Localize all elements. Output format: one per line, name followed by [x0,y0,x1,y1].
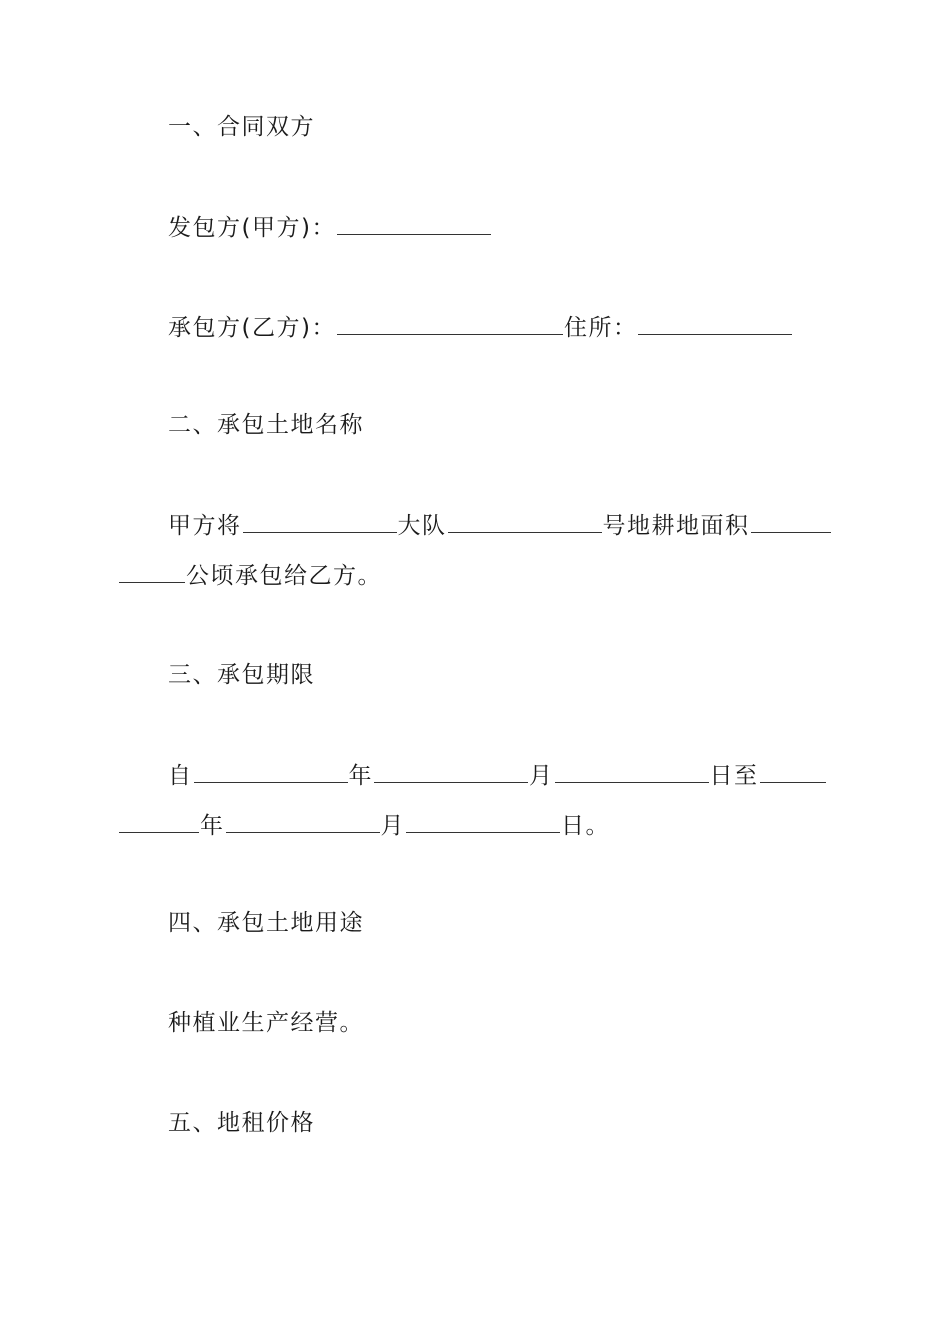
plot-number-blank [448,510,602,533]
team-blank [243,510,397,533]
end-day-blank [406,810,560,833]
party-b-line [168,312,793,343]
start-year-blank [194,760,348,783]
address-label: 住所： [563,315,638,341]
party-b-blank [337,312,563,335]
land-text-2: 大队 [397,513,447,539]
term-month-2: 月 [380,813,405,839]
end-month-blank [226,810,380,833]
section-1-heading: 一、合同双方 [168,114,315,140]
land-text-3: 号地耕地面积 [602,513,750,539]
section-4-heading: 四、承包土地用途 [168,910,364,936]
area-blank-2 [119,560,185,583]
term-line-1 [168,760,827,791]
end-year-blank-2 [119,810,199,833]
party-b-label: 承包方(乙方)： [168,315,336,341]
term-year-2: 年 [200,813,225,839]
start-day-blank [555,760,709,783]
land-line-2 [118,560,382,591]
term-year: 年 [348,763,373,789]
party-a-label: 发包方(甲方)： [168,215,336,241]
section-2-heading: 二、承包土地名称 [168,412,364,438]
land-line-1 [168,510,832,541]
section-5-heading: 五、地租价格 [168,1110,315,1136]
party-a-line [168,212,492,243]
start-month-blank [374,760,528,783]
term-from: 自 [168,763,193,789]
end-year-blank-1 [760,760,826,783]
party-a-blank [337,212,491,235]
land-text-4: 公顷承包给乙方。 [186,563,382,589]
section-3-heading: 三、承包期限 [168,662,315,688]
term-month: 月 [529,763,554,789]
use-text: 种植业生产经营。 [168,1010,364,1036]
land-text-1: 甲方将 [168,513,242,539]
address-blank [638,312,792,335]
term-line-2 [118,810,610,841]
area-blank-1 [751,510,831,533]
term-day-end: 日。 [561,813,610,839]
term-day-to: 日至 [709,763,759,789]
